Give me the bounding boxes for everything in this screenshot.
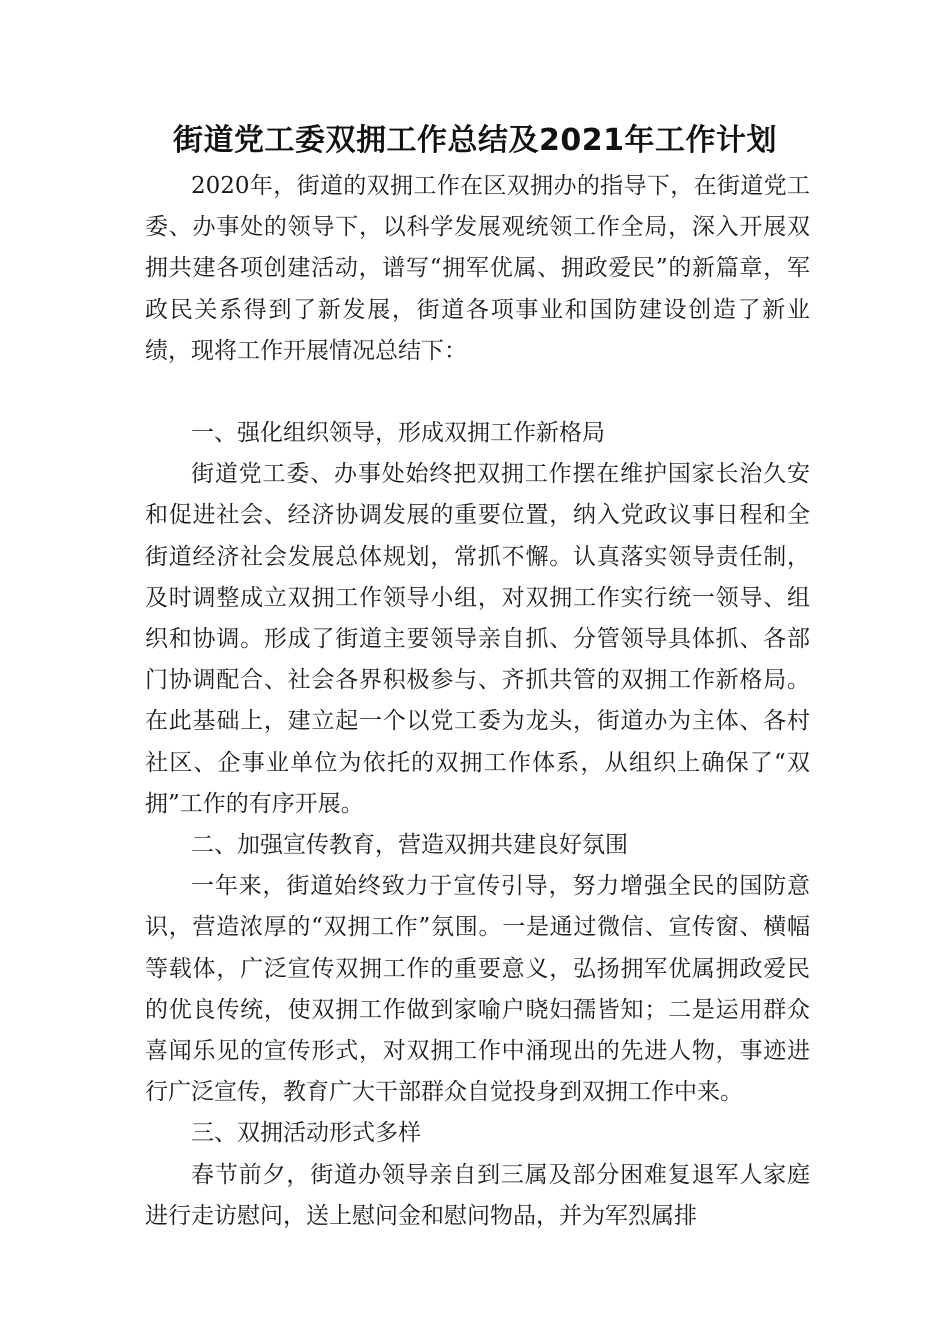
section-body-1: 街道党工委、办事处始终把双拥工作摆在维护国家长治久安和促进社会、经济协调发展的重要位置，纳入党政议事日程和全街道经济社会发展总体规划，常抓不懈。认真落实领导责任制，及时调整成立双拥工作领导小组，对双拥工作实行统一领导、组织和协调。形成了街道主要领导亲自抓、分管领导具体抓、各部门协调配合、社会各界积极参与、齐抓共管的双拥工作新格局。在此基础上，建立起一个以党工委为龙头，街道办为主体、各村社区、企事业单位为依托的双拥工作体系，从组织上确保了“双拥”工作的有序开展。: [145, 461, 810, 817]
section-heading-2: 二、加强宣传教育，营造双拥共建良好氛围: [191, 832, 628, 859]
intro-paragraph: 2020年，街道的双拥工作在区双拥办的指导下，在街道党工委、办事处的领导下，以科学发展观统领工作全局，深入开展双拥共建各项创建活动，谱写“拥军优属、拥政爱民”的新篇章，军政民关系得到了新发展，街道各项事业和国防建设创造了新业绩，现将工作开展情况总结下：: [145, 173, 810, 364]
section-body-3: 春节前夕，街道办领导亲自到三属及部分困难复退军人家庭进行走访慰问，送上慰问金和慰问物品，并为军烈属排: [145, 1161, 810, 1229]
section-body-2: 一年来，街道始终致力于宣传引导，努力增强全民的国防意识，营造浓厚的“双拥工作”氛围。一是通过微信、宣传窗、横幅等载体，广泛宣传双拥工作的重要意义，弘扬拥军优属拥政爱民的优良传统，使双拥工作做到家喻户晓妇孺皆知；二是运用群众喜闻乐见的宣传形式，对双拥工作中涌现出的先进人物，事迹进行广泛宣传，教育广大干部群众自觉投身到双拥工作中来。: [145, 873, 810, 1106]
paragraph-gap: [145, 372, 810, 413]
section-heading-3: 三、双拥活动形式多样: [191, 1120, 421, 1147]
section-heading-1: 一、强化组织领导，形成双拥工作新格局: [191, 420, 605, 447]
document-title: 街道党工委双拥工作总结及2021年工作计划: [173, 123, 777, 158]
document-body: [145, 166, 810, 1237]
